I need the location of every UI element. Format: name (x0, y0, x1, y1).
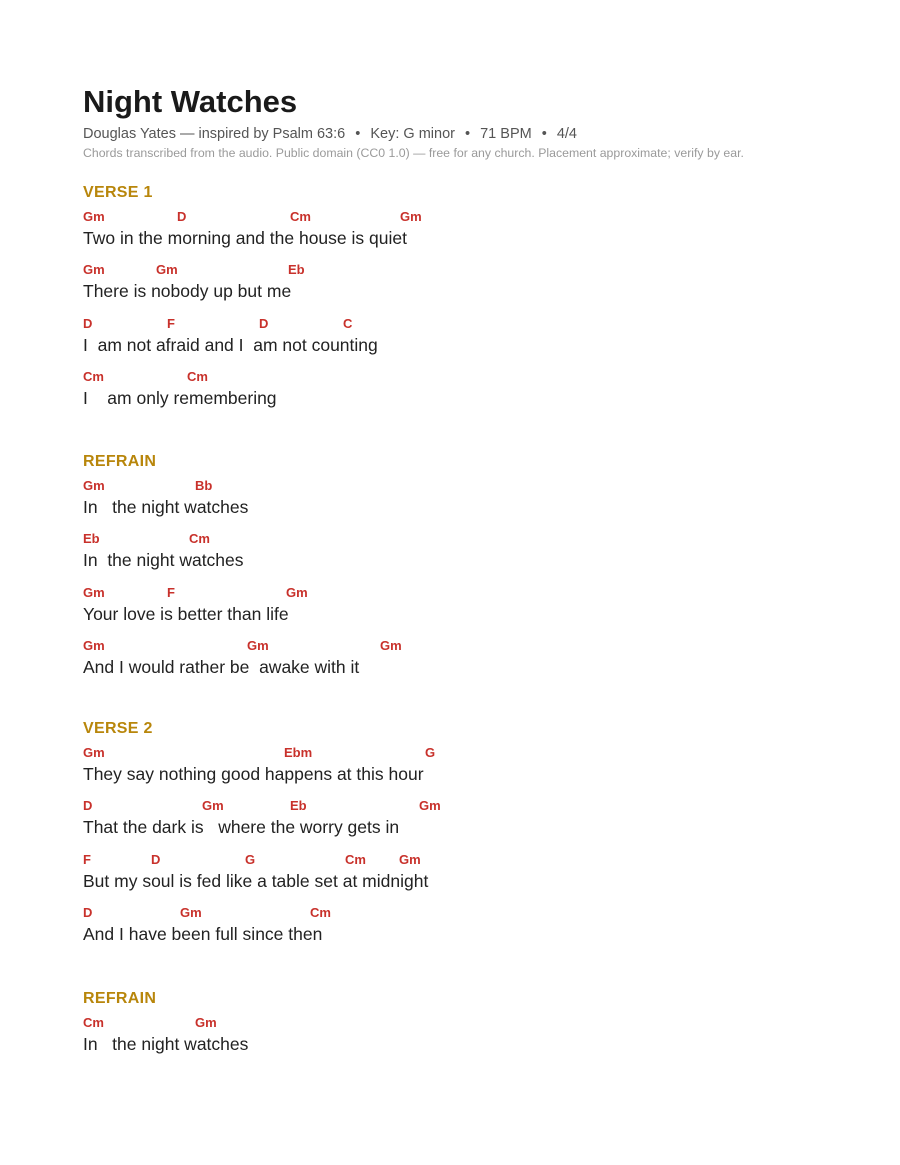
lyric-text: I am only remembering (83, 387, 277, 408)
lyric-line (83, 745, 783, 789)
chord: C (343, 315, 353, 331)
lyric-line (83, 585, 783, 629)
lyric-text: I am not afraid and I am not counting (83, 334, 378, 355)
chord: Cm (310, 904, 331, 920)
lyric-text: Two in the morning and the house is quiet (83, 228, 407, 248)
section-label: VERSE 1 (83, 184, 153, 201)
chord: Cm (345, 851, 366, 867)
chord: Gm (83, 637, 105, 653)
chord: Gm (83, 745, 105, 760)
song-key: Key: G minor (370, 126, 455, 142)
lyric-text: But my soul is fed like a table set at midnight (83, 870, 429, 891)
lyric-line (83, 209, 783, 253)
meta-separator: • (355, 126, 361, 142)
chord: Gm (247, 637, 269, 653)
chord: Gm (286, 584, 308, 600)
section-label: REFRAIN (83, 990, 157, 1007)
chord: Cm (290, 209, 311, 224)
lyric-text: In the night watches (83, 497, 249, 517)
chord: Eb (83, 531, 100, 547)
chord: D (151, 851, 161, 867)
lyric-line (83, 316, 783, 360)
section-label: REFRAIN (83, 453, 157, 470)
lyric-text: There is nobody up but me (83, 281, 292, 302)
chord: D (83, 798, 93, 814)
song-author: Douglas Yates — inspired by Psalm 63:6 (83, 126, 346, 142)
section-label: VERSE 2 (83, 720, 153, 737)
lyric-line (83, 369, 783, 413)
song-time-signature: 4/4 (556, 126, 578, 142)
lyric-line (83, 262, 783, 306)
chord: Gm (83, 584, 105, 600)
chord: Gm (180, 904, 202, 920)
chord: Bb (195, 478, 213, 493)
lyric-line (83, 531, 783, 575)
lyric-line (83, 852, 783, 896)
lyric-line (83, 1015, 783, 1059)
chord: Gm (380, 637, 402, 653)
chord: D (177, 209, 187, 224)
chord: Gm (83, 262, 105, 278)
chord: F (83, 851, 91, 867)
lyric-text: That the dark is where the worry gets in (83, 817, 400, 838)
chord: Gm (399, 851, 421, 867)
lyric-line (83, 905, 783, 949)
lyric-text: In the night watches (83, 550, 244, 571)
chord: Ebm (284, 745, 313, 760)
chord: Gm (83, 478, 105, 493)
chord: Eb (290, 798, 307, 814)
lyric-line (83, 638, 783, 682)
chord: Gm (419, 798, 441, 814)
chord: D (83, 904, 93, 920)
chord: Gm (400, 209, 422, 224)
chord: Cm (83, 368, 104, 384)
lyric-text: And I would rather be awake with it (83, 656, 360, 677)
lyric-text: Your love is better than life (83, 603, 289, 624)
chord: Cm (189, 531, 210, 547)
meta-separator: • (465, 126, 471, 142)
lyric-text: In the night watches (83, 1034, 249, 1054)
chord: F (167, 315, 175, 331)
chord: Gm (195, 1015, 217, 1030)
lyric-line (83, 798, 783, 842)
chord: G (245, 851, 256, 867)
chord: Cm (187, 368, 208, 384)
lyric-line (83, 478, 783, 522)
chord: Gm (156, 262, 178, 278)
song-tempo: 71 BPM (480, 126, 532, 142)
chord: G (425, 745, 436, 760)
song-meta (83, 126, 577, 142)
lyric-text: And I have been full since then (83, 923, 323, 944)
chord: D (259, 315, 269, 331)
chord: Gm (202, 798, 224, 814)
song-title: Night Watches (83, 84, 298, 119)
lyric-text: They say nothing good happens at this hour (83, 764, 424, 784)
chord: Cm (83, 1015, 104, 1030)
chord: F (167, 584, 175, 600)
meta-separator: • (541, 126, 547, 142)
transcription-note: Chords transcribed from the audio. Public domain (CC0 1.0) — free for any church. Placement approximate; verify by ear. (83, 146, 744, 160)
chord: Gm (83, 209, 105, 224)
chord: D (83, 315, 93, 331)
chord: Eb (288, 262, 305, 278)
